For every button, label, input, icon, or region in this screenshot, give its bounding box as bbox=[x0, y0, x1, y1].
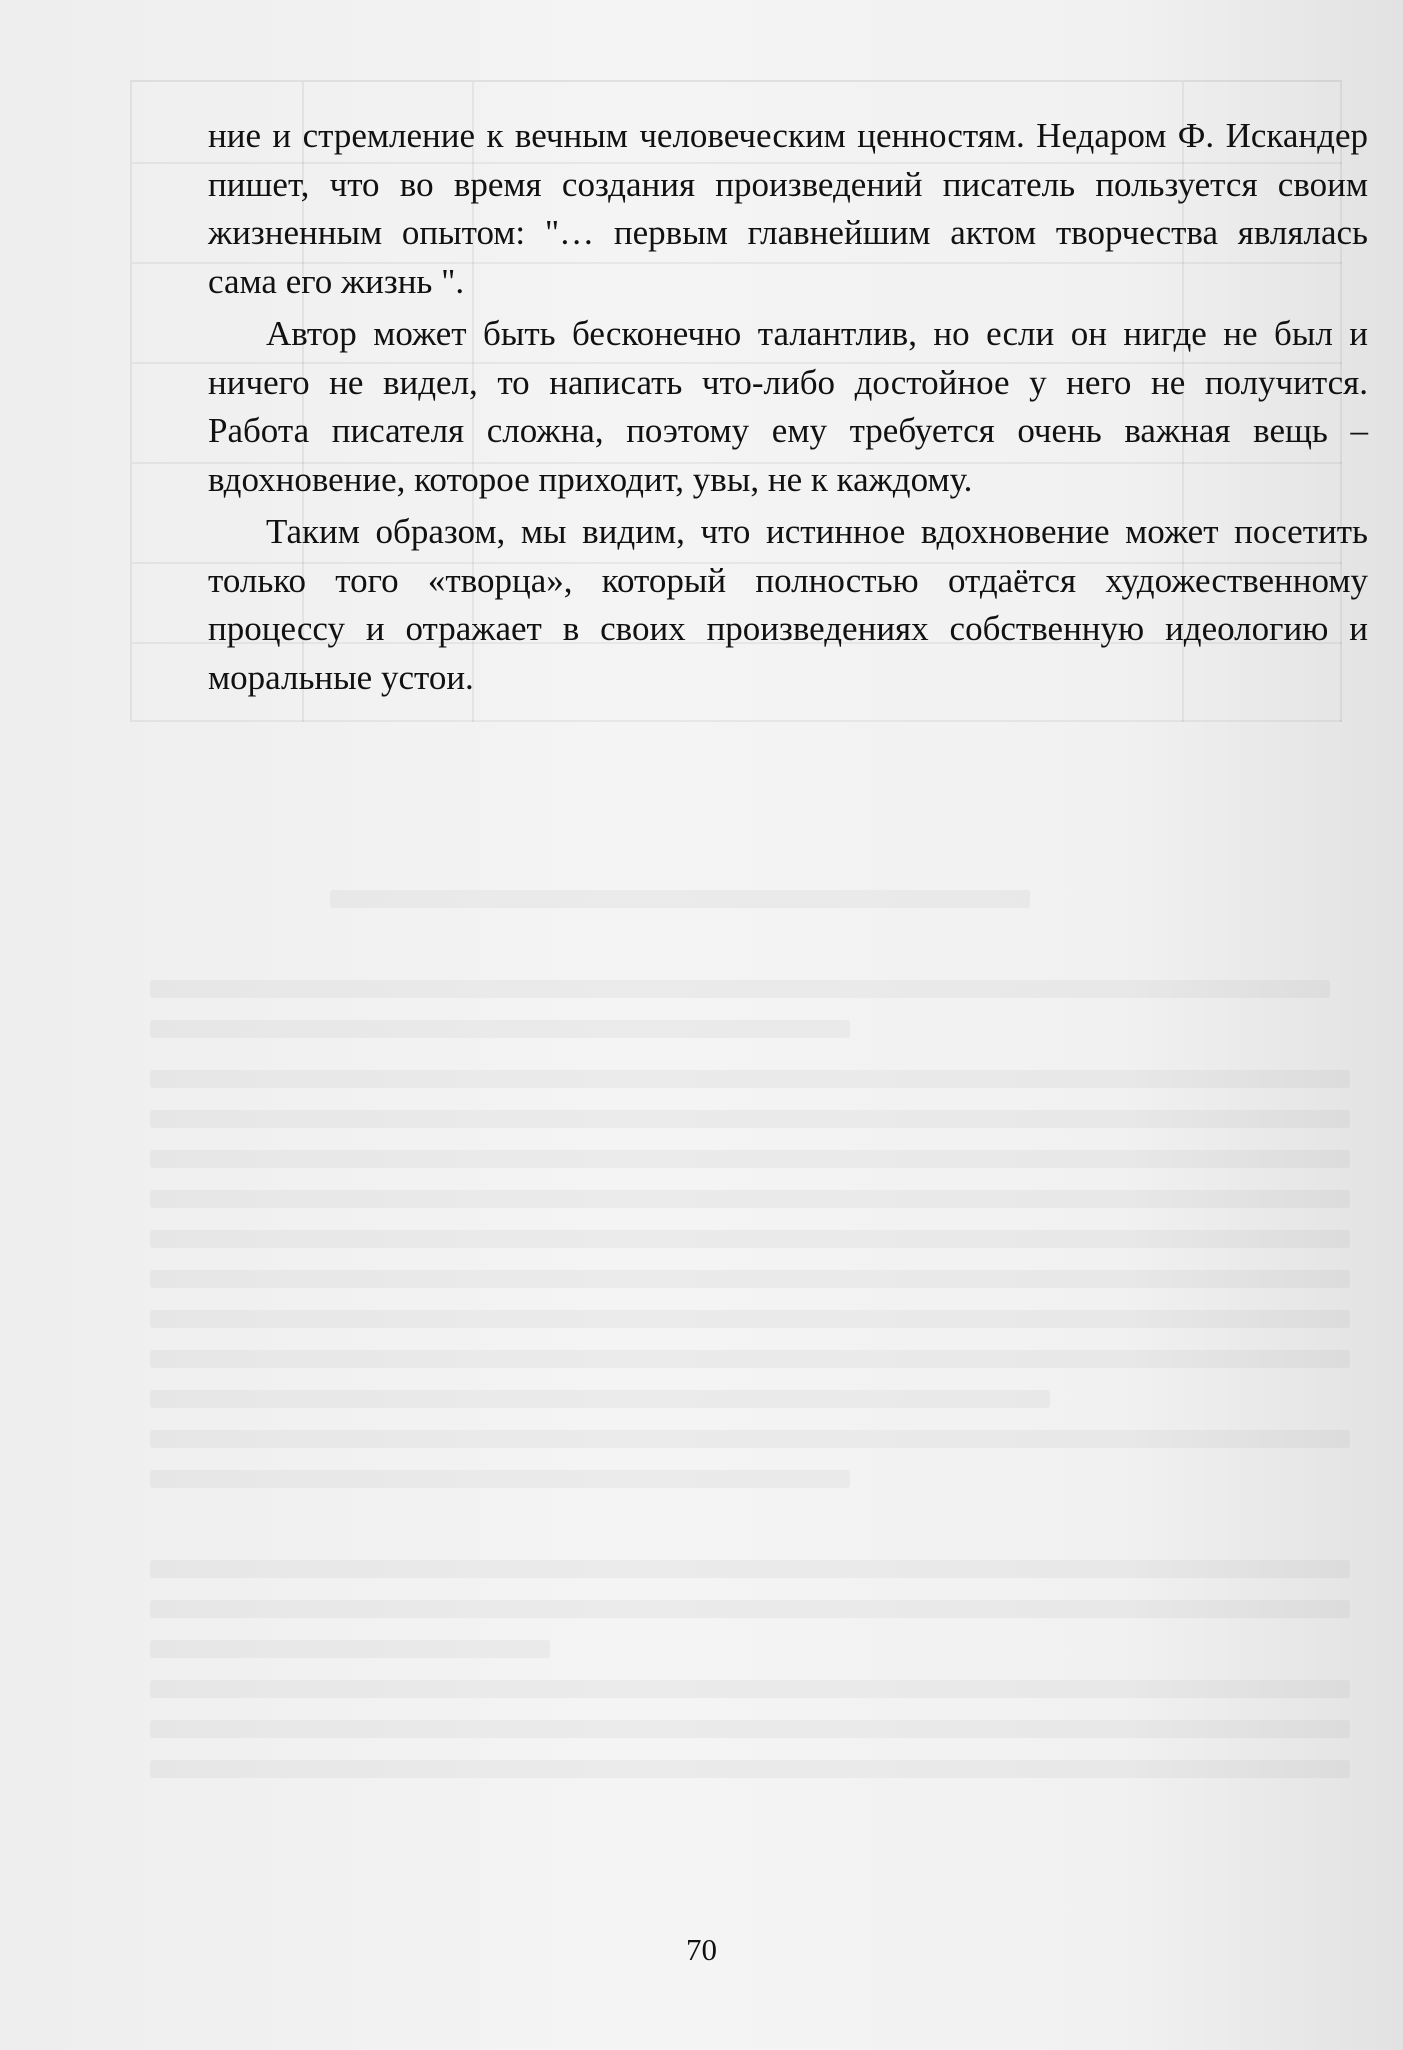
paragraph: Таким образом, мы видим, что истинное вдохновение может посетить только того «творца», который полностью отдаётся художественному процессу и отражает в своих произведениях собственную идеологию и моральные устои. bbox=[208, 512, 1368, 697]
page-number: 70 bbox=[686, 1932, 717, 1967]
body-text bbox=[208, 112, 1368, 706]
paragraph: Автор может быть бесконечно талантлив, но если он нигде не был и ничего не видел, то написать что-либо достойное у него не получится. Работа писателя сложна, поэтому ему требуется очень важная вещь – вдохновение, которое приходит, увы, не к каждому. bbox=[208, 314, 1368, 499]
bleed-through-text bbox=[130, 870, 1360, 1900]
paragraph-continuation: ние и стремление к вечным человеческим ценностям. Недаром Ф. Искандер пишет, что во время создания произведений писатель пользуется своим жизненным опытом: "… первым главнейшим актом творчества являлась сама его жизнь ". bbox=[208, 116, 1368, 301]
